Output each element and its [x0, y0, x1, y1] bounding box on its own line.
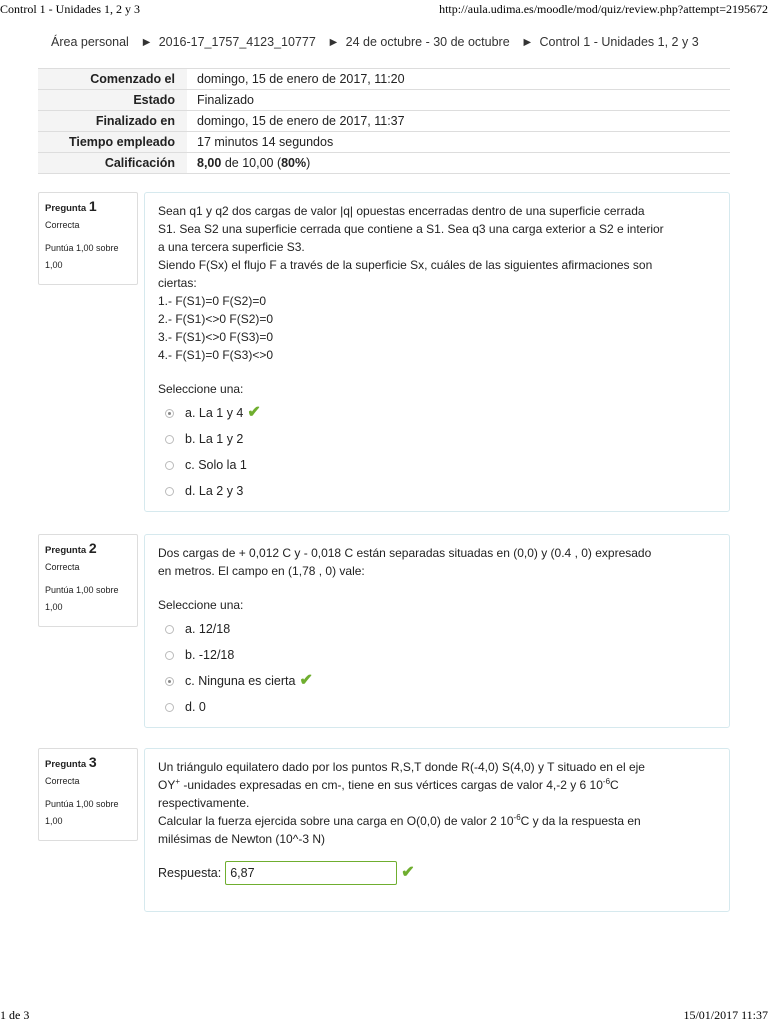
answer-option[interactable]	[158, 642, 716, 668]
summary-label: Calificación	[38, 153, 187, 174]
radio-button[interactable]	[165, 625, 174, 634]
question-info-2	[38, 534, 138, 627]
print-datetime: 15/01/2017 11:37	[683, 1008, 768, 1022]
summary-label: Comenzado el	[38, 69, 187, 90]
summary-label: Estado	[38, 90, 187, 111]
grade-end: )	[306, 156, 311, 170]
question-text-line: a una tercera superficie S3.	[158, 240, 305, 254]
option-label: d. 0	[185, 700, 206, 714]
answer-option[interactable]	[158, 668, 716, 694]
print-footer	[0, 1008, 768, 1024]
breadcrumb-separator-icon: ►	[327, 35, 340, 49]
question-text-line: milésimas de Newton (10^-3 N)	[158, 832, 326, 846]
breadcrumb-week[interactable]: 24 de octubre - 30 de octubre	[345, 35, 510, 49]
print-header	[0, 0, 768, 18]
breadcrumb-separator-icon: ►	[140, 35, 153, 49]
answer-options	[158, 400, 716, 504]
answer-option[interactable]	[158, 426, 716, 452]
radio-button[interactable]	[165, 487, 174, 496]
question-info-1	[38, 192, 138, 285]
question-state: Correcta	[45, 776, 80, 786]
answer-option[interactable]	[158, 452, 716, 478]
grade-mid: de 10,00 (	[221, 156, 282, 170]
summary-value: domingo, 15 de enero de 2017, 11:37	[187, 111, 730, 132]
radio-button[interactable]	[165, 409, 174, 418]
question-prompt: Seleccione una:	[158, 598, 244, 612]
grade-percent: 80%	[281, 156, 307, 170]
response-label: Respuesta:	[158, 866, 222, 880]
question-text-line: Dos cargas de + 0,012 C y - 0,018 C están separadas situadas en (0,0) y (0.4 , 0) expresado	[158, 546, 652, 560]
answer-option[interactable]	[158, 478, 716, 504]
question-text-line: Un triángulo equilatero dado por los puntos R,S,T donde R(-4,0) S(4,0) y T situado en el eje	[158, 760, 645, 774]
question-content-1	[144, 192, 730, 512]
question-text-line: ciertas:	[158, 276, 197, 290]
summary-value: Finalizado	[187, 90, 730, 111]
question-info-3	[38, 748, 138, 841]
summary-label: Tiempo empleado	[38, 132, 187, 153]
question-content-3	[144, 748, 730, 912]
breadcrumb	[51, 35, 699, 49]
radio-button[interactable]	[165, 703, 174, 712]
option-label: a. La 1 y 4	[185, 406, 244, 420]
option-label: b. -12/18	[185, 648, 235, 662]
summary-row-started	[38, 69, 730, 90]
answer-option[interactable]	[158, 694, 716, 720]
print-url: http://aula.udima.es/moodle/mod/quiz/review.php?attempt=2195672	[439, 2, 768, 16]
summary-row-time	[38, 132, 730, 153]
summary-row-grade	[38, 153, 730, 174]
question-text-line: OY+ -unidades expresadas en cm-, tiene en sus vértices cargas de valor 4,-2 y 6 $10^{-6}C$	[158, 777, 619, 792]
option-label: a. 12/18	[185, 622, 231, 636]
breadcrumb-separator-icon: ►	[521, 35, 534, 49]
question-grade: Puntúa 1,00 sobre 1,00	[45, 585, 119, 612]
radio-button[interactable]	[165, 677, 174, 686]
breadcrumb-quiz[interactable]: Control 1 - Unidades 1, 2 y 3	[539, 35, 699, 49]
question-text-line: 4.- F(S1)=0 F(S3)<>0	[158, 348, 274, 362]
summary-row-finished	[38, 111, 730, 132]
radio-button[interactable]	[165, 651, 174, 660]
attempt-summary-table	[38, 68, 730, 174]
question-grade: Puntúa 1,00 sobre 1,00	[45, 799, 119, 826]
answer-option[interactable]	[158, 400, 716, 426]
question-number: Pregunta 2	[45, 540, 97, 556]
response-row	[158, 861, 716, 885]
question-state: Correcta	[45, 220, 80, 230]
question-text-line: 3.- F(S1)<>0 F(S3)=0	[158, 330, 274, 344]
question-number: Pregunta 1	[45, 198, 97, 214]
answer-options	[158, 616, 716, 720]
breadcrumb-area-personal[interactable]: Área personal	[51, 35, 129, 49]
question-text-line: Calcular la fuerza ejercida sobre una carga en O(0,0) de valor 2 $10^{-6}C$ y da la respuesta en	[158, 813, 641, 828]
question-text-line: en metros. El campo en (1,78 , 0) vale:	[158, 564, 365, 578]
radio-button[interactable]	[165, 461, 174, 470]
question-content-2	[144, 534, 730, 728]
option-label: b. La 1 y 2	[185, 432, 244, 446]
question-text-line: 1.- F(S1)=0 F(S2)=0	[158, 294, 267, 308]
question-text-line: S1. Sea S2 una superficie cerrada que contiene a S1. Sea q3 una carga exterior a S2 e interior	[158, 222, 664, 236]
grade-score: 8,00	[197, 156, 222, 170]
radio-button[interactable]	[165, 435, 174, 444]
print-title: Control 1 - Unidades 1, 2 y 3	[0, 2, 140, 16]
option-label: d. La 2 y 3	[185, 484, 244, 498]
question-prompt: Seleccione una:	[158, 382, 244, 396]
question-number: Pregunta 3	[45, 754, 97, 770]
page-number: 1 de 3	[0, 1008, 30, 1022]
check-icon: ✔	[299, 672, 313, 689]
check-icon: ✔	[247, 404, 261, 421]
answer-option[interactable]	[158, 616, 716, 642]
question-text-line: 2.- F(S1)<>0 F(S2)=0	[158, 312, 274, 326]
check-icon: ✔	[401, 864, 415, 881]
question-grade: Puntúa 1,00 sobre 1,00	[45, 243, 119, 270]
summary-row-state	[38, 90, 730, 111]
question-state: Correcta	[45, 562, 80, 572]
question-text-line: Siendo F(Sx) el flujo F a través de la superficie Sx, cuáles de las siguientes afirmaciones son	[158, 258, 653, 272]
breadcrumb-course[interactable]: 2016-17_1757_4123_10777	[158, 35, 316, 49]
summary-label: Finalizado en	[38, 111, 187, 132]
summary-grade-value	[187, 153, 730, 174]
question-text-line: respectivamente.	[158, 796, 250, 810]
summary-value: 17 minutos 14 segundos	[187, 132, 730, 153]
option-label: c. Ninguna es cierta	[185, 674, 296, 688]
summary-value: domingo, 15 de enero de 2017, 11:20	[187, 69, 730, 90]
question-text-line: Sean q1 y q2 dos cargas de valor |q| opuestas encerradas dentro de una superficie cerrada	[158, 204, 645, 218]
response-input[interactable]	[225, 861, 397, 885]
option-label: c. Solo la 1	[185, 458, 247, 472]
